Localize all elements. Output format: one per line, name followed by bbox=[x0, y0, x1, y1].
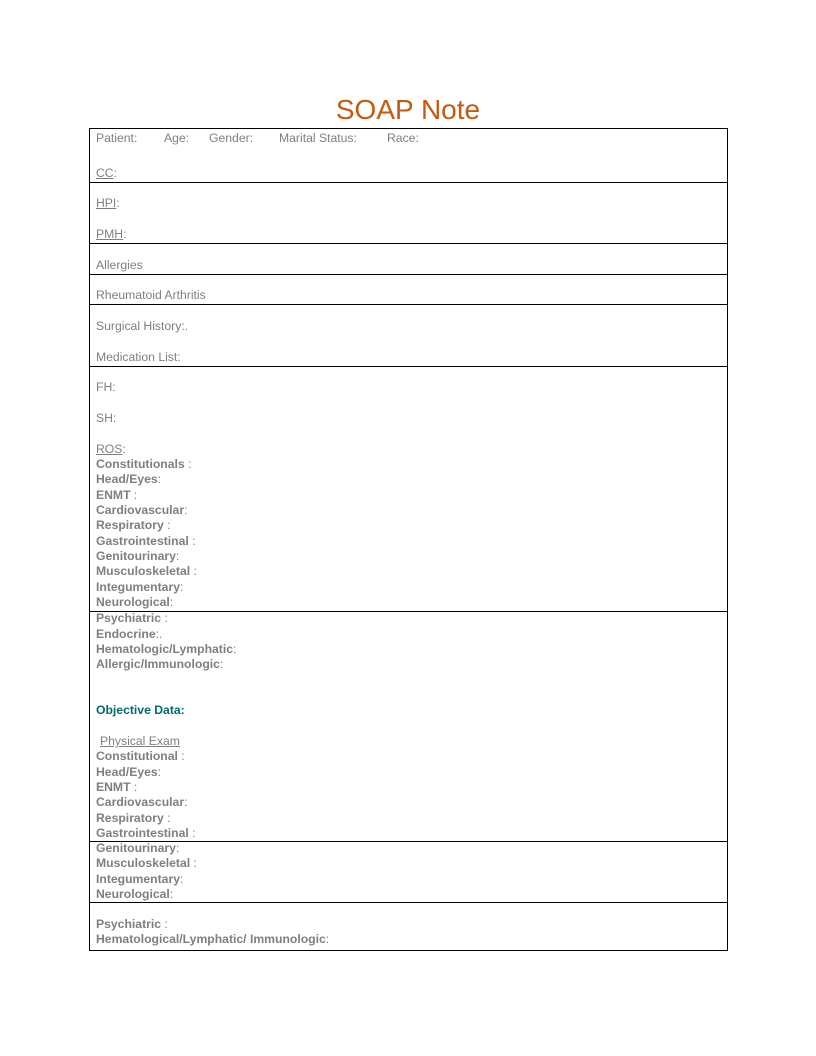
fh-sh-ros-cell bbox=[90, 367, 727, 612]
exam-item-label: Gastrointestinal bbox=[96, 826, 189, 840]
ros-item bbox=[96, 457, 191, 472]
sh-label: SH: bbox=[96, 411, 117, 425]
ros-item-label: Constitutionals bbox=[96, 457, 185, 471]
ros-item bbox=[96, 472, 161, 487]
hpi-line bbox=[96, 196, 120, 211]
pmh-label: PMH bbox=[96, 227, 124, 241]
ros-item-colon: : bbox=[188, 534, 196, 548]
ros-item-label: Head/Eyes bbox=[96, 472, 158, 486]
exam-item-colon: : bbox=[179, 872, 184, 886]
exam-item bbox=[96, 765, 161, 780]
ros-item-colon: : bbox=[161, 611, 168, 625]
ros-item-colon: : bbox=[190, 564, 197, 578]
age-label: Age: bbox=[164, 131, 190, 145]
page-title: SOAP Note bbox=[335, 94, 481, 125]
pmh-colon: : bbox=[123, 227, 127, 241]
ros-item-colon: : bbox=[184, 503, 188, 517]
exam-item-colon: : bbox=[157, 765, 162, 779]
exam-item-label: Hematological/Lymphatic/ Immunologic bbox=[96, 932, 326, 946]
exam-item bbox=[96, 887, 173, 902]
physical-exam-label: Physical Exam bbox=[100, 734, 180, 748]
exam-item bbox=[96, 811, 171, 826]
exam-item-colon: : bbox=[161, 917, 168, 931]
ros-item-colon: : bbox=[184, 457, 192, 471]
ros-item-label: Respiratory bbox=[96, 518, 164, 532]
exam-item-label: Cardiovascular bbox=[96, 795, 185, 809]
exam-item bbox=[96, 932, 329, 947]
exam-item-label: Respiratory bbox=[96, 811, 164, 825]
ros-item-label: Hematologic/Lymphatic bbox=[96, 642, 234, 656]
ros-item-colon: : bbox=[175, 549, 180, 563]
surgical-medication-cell bbox=[90, 305, 727, 367]
ros-item-label: Musculoskeletal bbox=[96, 564, 191, 578]
marital-status-label: Marital Status: bbox=[279, 131, 357, 145]
exam-item-colon: : bbox=[169, 887, 174, 901]
gender-label: Gender: bbox=[209, 131, 254, 145]
ros-item-colon: : bbox=[130, 488, 138, 502]
medication-list-label: Medication List: bbox=[96, 350, 181, 364]
exam-item-colon: : bbox=[130, 780, 138, 794]
allergies-label: Allergies bbox=[96, 258, 143, 272]
hpi-colon: : bbox=[116, 196, 120, 210]
ros-item-colon: : bbox=[157, 472, 162, 486]
exam-item-colon: : bbox=[163, 811, 171, 825]
pmh-line bbox=[96, 227, 126, 242]
ros-item bbox=[96, 657, 223, 672]
demographics-line bbox=[96, 131, 419, 146]
demographics-cell bbox=[90, 129, 727, 183]
exam-item-colon: : bbox=[188, 826, 196, 840]
ros-item-label: Gastrointestinal bbox=[96, 534, 189, 548]
exam-item-colon: : bbox=[177, 749, 185, 763]
exam-item-colon: : bbox=[325, 932, 330, 946]
ros-colon: : bbox=[122, 442, 126, 456]
ros-item-label: Integumentary bbox=[96, 580, 180, 594]
patient-label: Patient: bbox=[96, 131, 138, 145]
exam-item bbox=[96, 795, 187, 810]
rheumatoid-label: Rheumatoid Arthritis bbox=[96, 288, 206, 302]
exam-cell-2 bbox=[90, 842, 727, 903]
ros-objective-cell bbox=[90, 612, 727, 842]
ros-item-label: Cardiovascular bbox=[96, 503, 185, 517]
ros-item-colon: : bbox=[233, 642, 237, 656]
ros-item-colon: :. bbox=[155, 627, 163, 641]
ros-item bbox=[96, 595, 173, 610]
race-label: Race: bbox=[387, 131, 419, 145]
ros-item-label: Endocrine bbox=[96, 627, 156, 641]
fh-label: FH: bbox=[96, 380, 116, 394]
ros-item-label: ENMT bbox=[96, 488, 131, 502]
exam-item-colon: : bbox=[190, 856, 197, 870]
ros-item-colon: : bbox=[163, 518, 171, 532]
ros-item bbox=[96, 549, 179, 564]
hpi-pmh-cell bbox=[90, 183, 727, 244]
ros-item bbox=[96, 611, 168, 626]
exam-item bbox=[96, 841, 179, 856]
ros-item-label: Neurological bbox=[96, 595, 170, 609]
exam-cell-3 bbox=[90, 903, 727, 951]
exam-item-colon: : bbox=[175, 841, 180, 855]
exam-item-label: ENMT bbox=[96, 780, 131, 794]
ros-item-label: Genitourinary bbox=[96, 549, 176, 563]
ros-item-colon: : bbox=[219, 657, 224, 671]
ros-item bbox=[96, 642, 236, 657]
rheumatoid-cell bbox=[90, 275, 727, 305]
ros-item bbox=[96, 534, 196, 549]
exam-item bbox=[96, 872, 183, 887]
exam-item bbox=[96, 749, 185, 764]
ros-item-label: Allergic/Immunologic bbox=[96, 657, 220, 671]
ros-item bbox=[96, 580, 183, 595]
exam-item-label: Constitutional bbox=[96, 749, 178, 763]
ros-item bbox=[96, 518, 171, 533]
exam-item-label: Head/Eyes bbox=[96, 765, 158, 779]
ros-item bbox=[96, 503, 187, 518]
objective-heading: Objective Data: bbox=[96, 703, 185, 717]
exam-item-label: Musculoskeletal bbox=[96, 856, 191, 870]
ros-label: ROS bbox=[96, 442, 123, 456]
cc-colon: : bbox=[113, 166, 117, 180]
soap-form bbox=[89, 128, 728, 951]
exam-item-label: Psychiatric bbox=[96, 917, 162, 931]
exam-item-label: Integumentary bbox=[96, 872, 180, 886]
allergies-cell bbox=[90, 244, 727, 275]
ros-item bbox=[96, 627, 162, 642]
exam-item bbox=[96, 826, 196, 841]
cc-label: CC bbox=[96, 166, 114, 180]
exam-item-colon: : bbox=[184, 795, 188, 809]
exam-item-label: Neurological bbox=[96, 887, 170, 901]
hpi-label: HPI bbox=[96, 196, 117, 210]
ros-line bbox=[96, 442, 126, 457]
ros-item-label: Psychiatric bbox=[96, 611, 162, 625]
ros-item bbox=[96, 488, 137, 503]
exam-item-label: Genitourinary bbox=[96, 841, 176, 855]
ros-item-colon: : bbox=[169, 595, 174, 609]
exam-item bbox=[96, 917, 168, 932]
exam-item bbox=[96, 856, 197, 871]
exam-item bbox=[96, 780, 137, 795]
ros-item bbox=[96, 564, 197, 579]
cc-line bbox=[96, 166, 117, 181]
ros-item-colon: : bbox=[179, 580, 184, 594]
surgical-history-label: Surgical History:. bbox=[96, 319, 189, 333]
